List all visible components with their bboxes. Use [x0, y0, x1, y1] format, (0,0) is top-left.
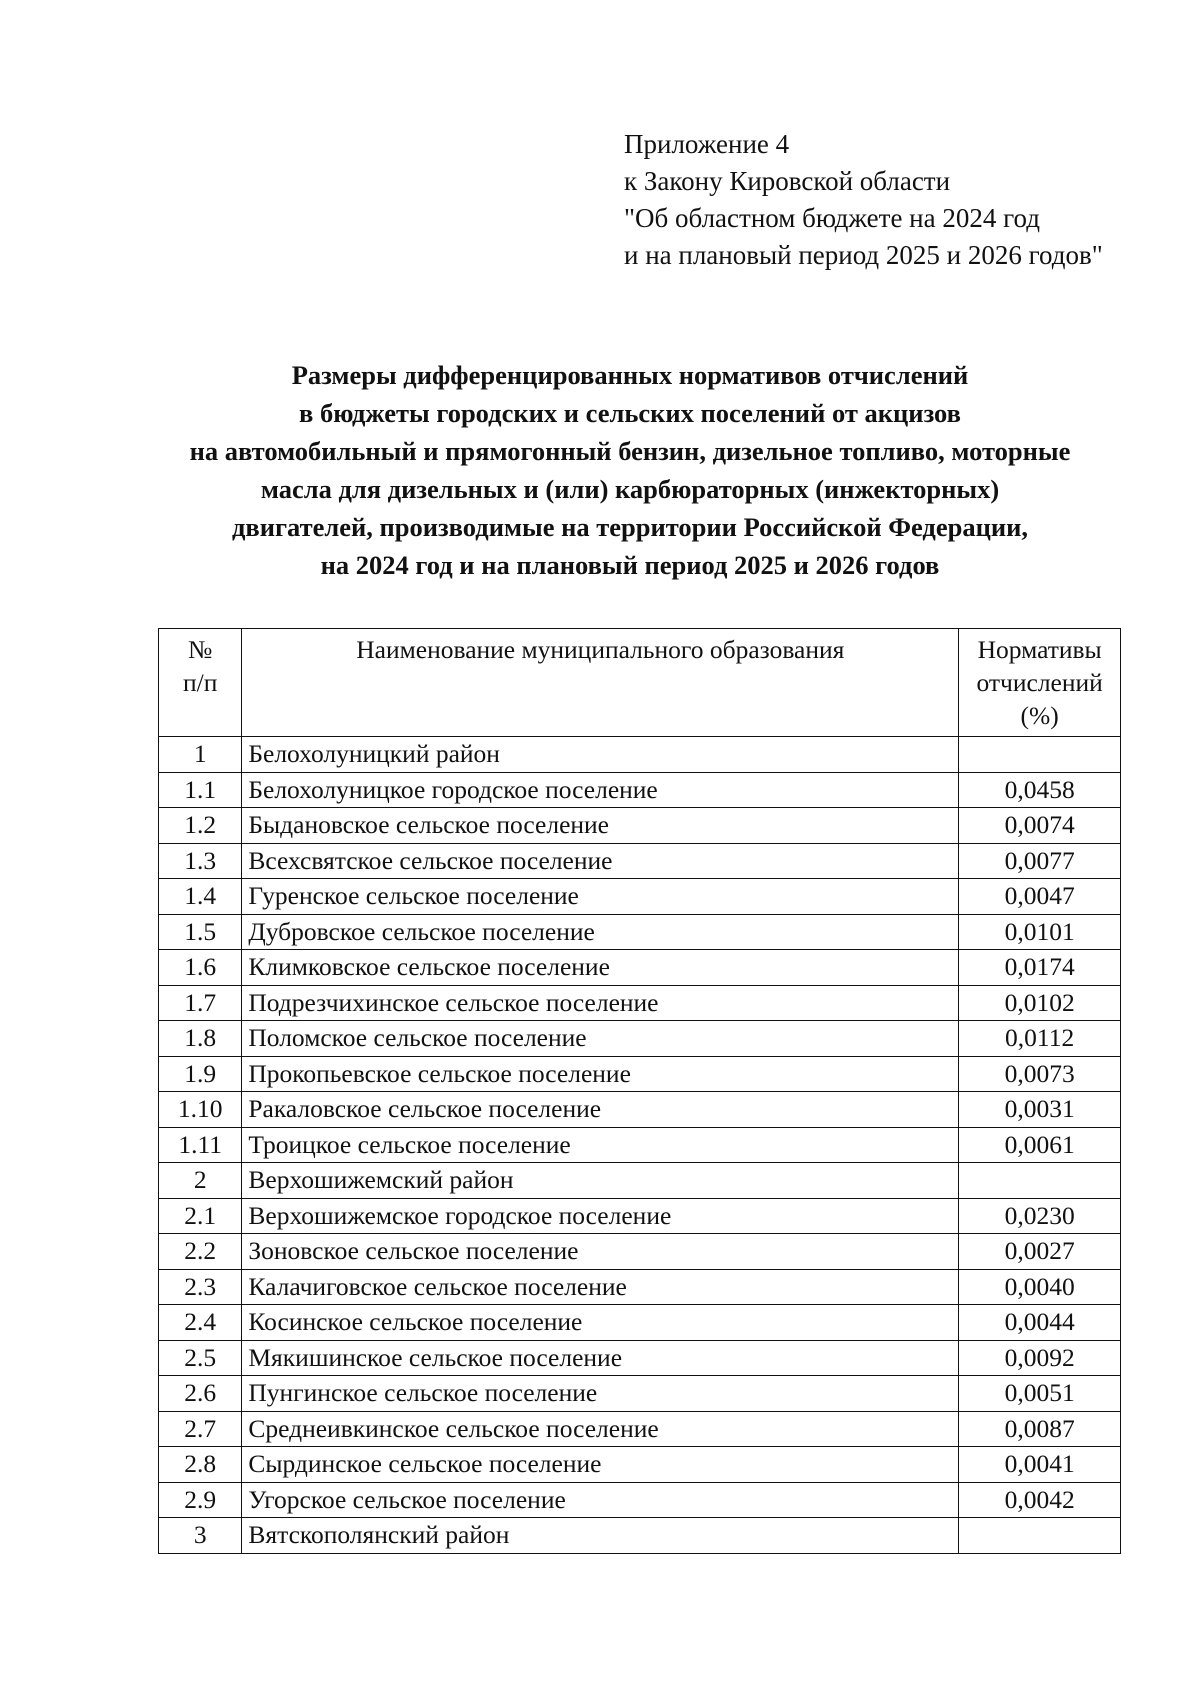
row-num: 1.2 [159, 808, 242, 844]
header-name [242, 629, 959, 737]
row-name: Среднеивкинское сельское поселение [242, 1411, 959, 1447]
header-row [159, 629, 1121, 737]
table-row [159, 1127, 1121, 1163]
row-num: 2.3 [159, 1269, 242, 1305]
row-name: Верхошижемский район [242, 1163, 959, 1199]
header-value-line3: (%) [1020, 701, 1059, 730]
row-num: 2.8 [159, 1447, 242, 1483]
row-value: 0,0101 [959, 914, 1121, 950]
row-num: 2.7 [159, 1411, 242, 1447]
title-line: в бюджеты городских и сельских поселений от акцизов [299, 398, 961, 428]
header-num-line2: п/п [182, 668, 218, 697]
row-name: Вятскополянский район [242, 1518, 959, 1554]
table-row [159, 808, 1121, 844]
row-name: Калачиговское сельское поселение [242, 1269, 959, 1305]
row-name: Поломское сельское поселение [242, 1021, 959, 1057]
table-row [159, 879, 1121, 915]
row-num: 1.4 [159, 879, 242, 915]
row-value [959, 1518, 1121, 1554]
row-value: 0,0073 [959, 1056, 1121, 1092]
row-num: 2.9 [159, 1482, 242, 1518]
row-value: 0,0087 [959, 1411, 1121, 1447]
table-row [159, 1447, 1121, 1483]
table-header [159, 629, 1121, 737]
table-row [159, 950, 1121, 986]
table-row [159, 1163, 1121, 1199]
row-num: 2.2 [159, 1234, 242, 1270]
table-row [159, 1376, 1121, 1412]
row-name: Угорское сельское поселение [242, 1482, 959, 1518]
row-name: Белохолуницкий район [242, 737, 959, 773]
row-name: Белохолуницкое городское поселение [242, 772, 959, 808]
table-row [159, 1092, 1121, 1128]
row-name: Косинское сельское поселение [242, 1305, 959, 1341]
row-num: 2.1 [159, 1198, 242, 1234]
table-row [159, 1269, 1121, 1305]
row-name: Пунгинское сельское поселение [242, 1376, 959, 1412]
row-num: 1 [159, 737, 242, 773]
row-value: 0,0040 [959, 1269, 1121, 1305]
row-name: Ракаловское сельское поселение [242, 1092, 959, 1128]
table-row [159, 843, 1121, 879]
row-value [959, 737, 1121, 773]
row-num: 1.10 [159, 1092, 242, 1128]
appendix-line: "Об областном бюджете на 2024 год [624, 203, 1040, 233]
row-num: 2.5 [159, 1340, 242, 1376]
row-name: Мякишинское сельское поселение [242, 1340, 959, 1376]
row-value: 0,0174 [959, 950, 1121, 986]
title-line: двигателей, производимые на территории Российской Федерации, [231, 512, 1028, 542]
row-num: 2.4 [159, 1305, 242, 1341]
document-title [140, 356, 1120, 584]
row-name: Всехсвятское сельское поселение [242, 843, 959, 879]
row-value: 0,0031 [959, 1092, 1121, 1128]
row-value: 0,0047 [959, 879, 1121, 915]
row-num: 1.7 [159, 985, 242, 1021]
row-num: 1.9 [159, 1056, 242, 1092]
table-row [159, 1518, 1121, 1554]
table-row [159, 1198, 1121, 1234]
table-row [159, 1305, 1121, 1341]
row-value: 0,0102 [959, 985, 1121, 1021]
appendix-header [624, 126, 1103, 274]
row-num: 1.8 [159, 1021, 242, 1057]
title-line: на автомобильный и прямогонный бензин, дизельное топливо, моторные [189, 436, 1071, 466]
row-value: 0,0042 [959, 1482, 1121, 1518]
row-value: 0,0092 [959, 1340, 1121, 1376]
header-name-text: Наименование муниципального образования [356, 635, 845, 664]
row-name: Сырдинское сельское поселение [242, 1447, 959, 1483]
row-name: Прокопьевское сельское поселение [242, 1056, 959, 1092]
appendix-line: Приложение 4 [624, 129, 790, 159]
row-name: Быдановское сельское поселение [242, 808, 959, 844]
table-row [159, 1482, 1121, 1518]
table-row [159, 985, 1121, 1021]
row-num: 1.11 [159, 1127, 242, 1163]
table-row [159, 772, 1121, 808]
row-value: 0,0112 [959, 1021, 1121, 1057]
row-num: 3 [159, 1518, 242, 1554]
header-num-line1: № [188, 635, 213, 664]
row-name: Дубровское сельское поселение [242, 914, 959, 950]
row-value: 0,0041 [959, 1447, 1121, 1483]
row-value: 0,0230 [959, 1198, 1121, 1234]
table-row [159, 1056, 1121, 1092]
row-value [959, 1163, 1121, 1199]
appendix-line: к Закону Кировской области [624, 166, 951, 196]
row-name: Троицкое сельское поселение [242, 1127, 959, 1163]
table-row [159, 914, 1121, 950]
header-value-line2: отчислений [976, 668, 1103, 697]
row-num: 1.1 [159, 772, 242, 808]
appendix-line: и на плановый период 2025 и 2026 годов" [624, 240, 1103, 270]
row-name: Зоновское сельское поселение [242, 1234, 959, 1270]
title-line: на 2024 год и на плановый период 2025 и 2026 годов [320, 550, 940, 580]
row-num: 2 [159, 1163, 242, 1199]
header-value [959, 629, 1121, 737]
table-row [159, 1411, 1121, 1447]
header-num [159, 629, 242, 737]
row-value: 0,0074 [959, 808, 1121, 844]
row-num: 1.3 [159, 843, 242, 879]
row-name: Верхошижемское городское поселение [242, 1198, 959, 1234]
table-row [159, 1021, 1121, 1057]
row-name: Гуренское сельское поселение [242, 879, 959, 915]
row-name: Подрезчихинское сельское поселение [242, 985, 959, 1021]
row-num: 2.6 [159, 1376, 242, 1412]
table-body [159, 737, 1121, 1554]
header-value-line1: Нормативы [977, 635, 1102, 664]
row-num: 1.5 [159, 914, 242, 950]
row-value: 0,0458 [959, 772, 1121, 808]
table-row [159, 1340, 1121, 1376]
norms-table [158, 628, 1121, 1554]
title-line: Размеры дифференцированных нормативов отчислений [291, 360, 969, 390]
row-name: Климковское сельское поселение [242, 950, 959, 986]
row-value: 0,0027 [959, 1234, 1121, 1270]
table-row [159, 1234, 1121, 1270]
row-value: 0,0051 [959, 1376, 1121, 1412]
row-value: 0,0044 [959, 1305, 1121, 1341]
title-line: масла для дизельных и (или) карбюраторных (инжекторных) [260, 474, 1000, 504]
row-value: 0,0077 [959, 843, 1121, 879]
table-row [159, 737, 1121, 773]
row-value: 0,0061 [959, 1127, 1121, 1163]
row-num: 1.6 [159, 950, 242, 986]
